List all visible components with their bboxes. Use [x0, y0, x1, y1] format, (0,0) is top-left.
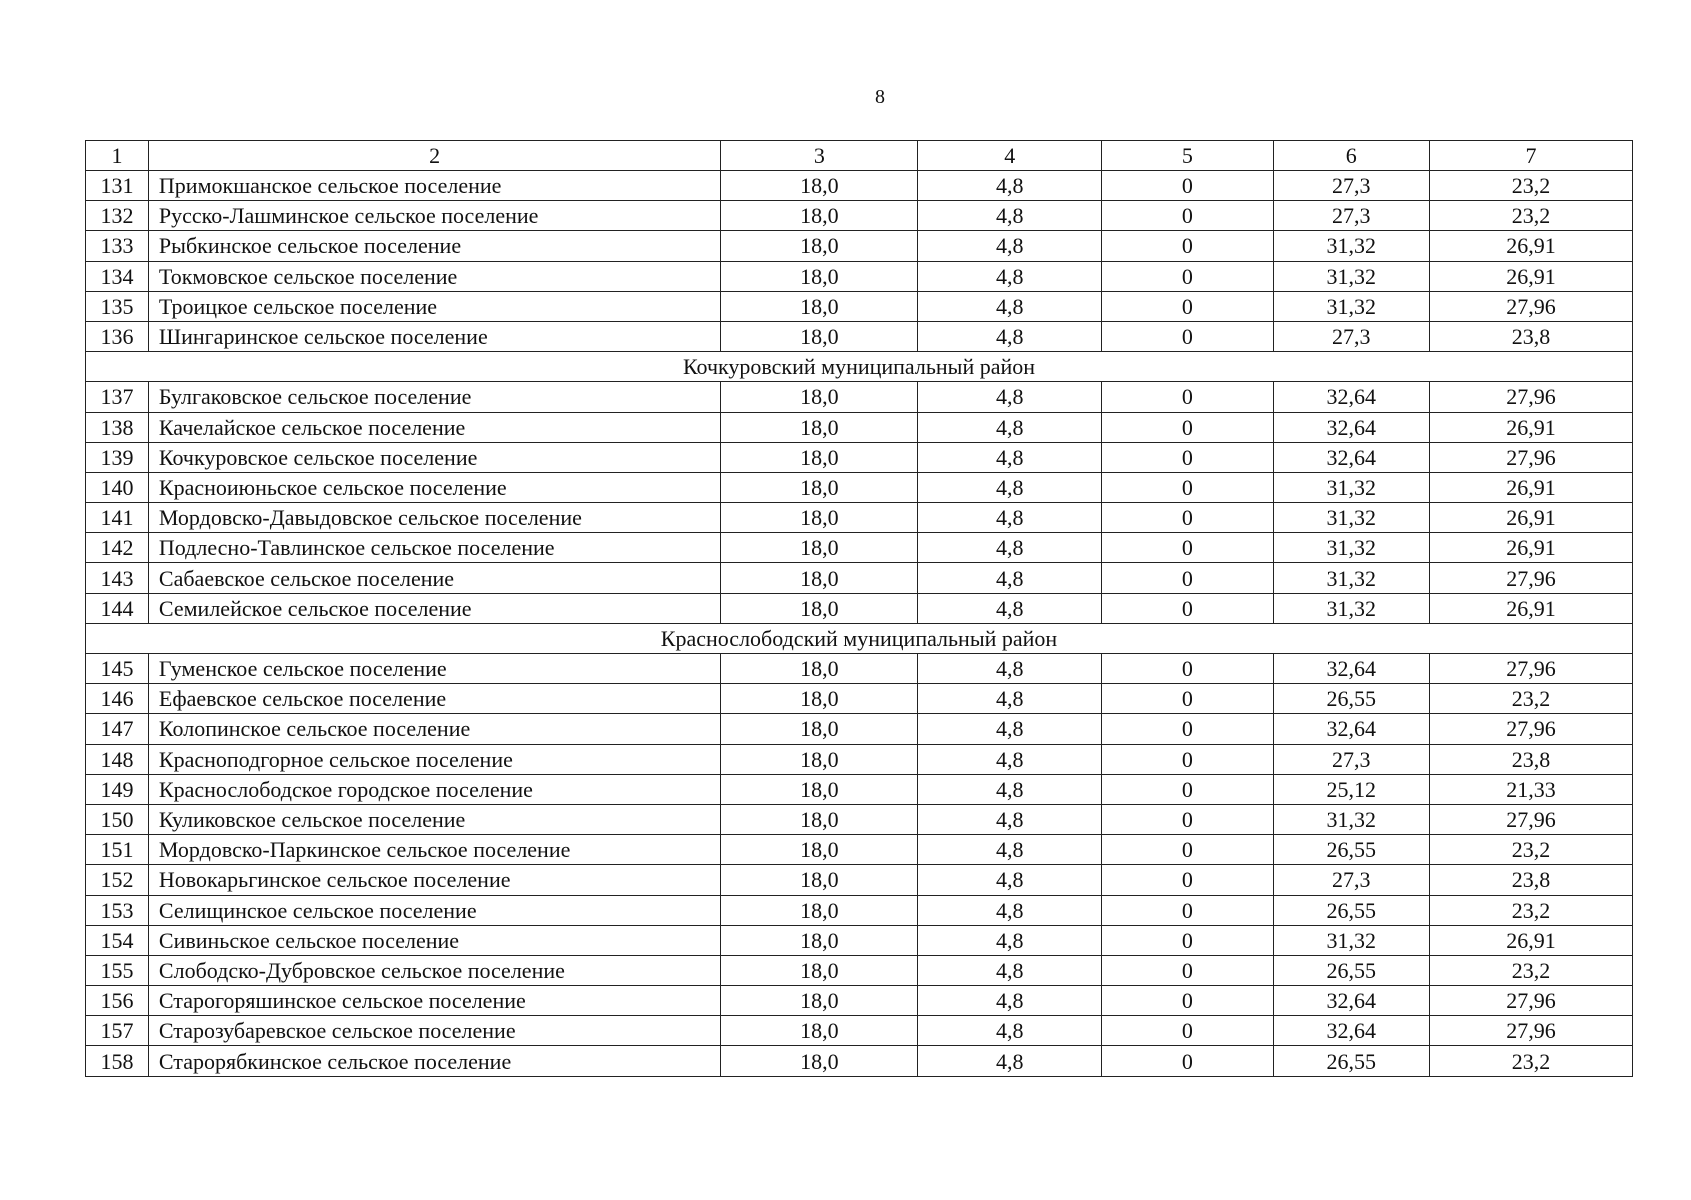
value-cell-col4: 4,8 [918, 835, 1102, 865]
value-cell-col3: 18,0 [721, 201, 918, 231]
table-row [86, 563, 1633, 593]
value-cell-col3: 18,0 [721, 412, 918, 442]
row-number-cell: 133 [86, 231, 149, 261]
district-title: Кочкуровский муниципальный район [86, 352, 1633, 382]
row-number-cell: 158 [86, 1046, 149, 1076]
value-cell-col6: 26,55 [1273, 1046, 1429, 1076]
value-cell-col3: 18,0 [721, 804, 918, 834]
value-cell-col4: 4,8 [918, 412, 1102, 442]
value-cell-col3: 18,0 [721, 231, 918, 261]
settlement-name-cell: Старозубаревское сельское поселение [148, 1016, 721, 1046]
value-cell-col7: 23,8 [1429, 744, 1632, 774]
row-number-cell: 146 [86, 684, 149, 714]
value-cell-col3: 18,0 [721, 171, 918, 201]
column-header: 6 [1273, 141, 1429, 171]
settlement-name-cell: Старогоряшинское сельское поселение [148, 986, 721, 1016]
value-cell-col4: 4,8 [918, 201, 1102, 231]
value-cell-col6: 31,32 [1273, 804, 1429, 834]
value-cell-col5: 0 [1102, 654, 1274, 684]
table-row [86, 865, 1633, 895]
value-cell-col5: 0 [1102, 955, 1274, 985]
value-cell-col4: 4,8 [918, 533, 1102, 563]
table-body [86, 171, 1633, 1077]
value-cell-col7: 23,2 [1429, 201, 1632, 231]
value-cell-col6: 31,32 [1273, 472, 1429, 502]
value-cell-col5: 0 [1102, 925, 1274, 955]
column-header: 7 [1429, 141, 1632, 171]
value-cell-col4: 4,8 [918, 231, 1102, 261]
value-cell-col5: 0 [1102, 774, 1274, 804]
row-number-cell: 156 [86, 986, 149, 1016]
value-cell-col7: 27,96 [1429, 291, 1632, 321]
value-cell-col7: 26,91 [1429, 412, 1632, 442]
value-cell-col4: 4,8 [918, 503, 1102, 533]
column-header: 1 [86, 141, 149, 171]
column-header: 4 [918, 141, 1102, 171]
settlement-name-cell: Троицкое сельское поселение [148, 291, 721, 321]
row-number-cell: 140 [86, 472, 149, 502]
table-row [86, 291, 1633, 321]
value-cell-col6: 31,32 [1273, 563, 1429, 593]
value-cell-col6: 31,32 [1273, 533, 1429, 563]
column-header: 2 [148, 141, 721, 171]
table-row [86, 472, 1633, 502]
value-cell-col6: 27,3 [1273, 321, 1429, 351]
value-cell-col5: 0 [1102, 412, 1274, 442]
value-cell-col7: 23,2 [1429, 171, 1632, 201]
table-row [86, 533, 1633, 563]
value-cell-col3: 18,0 [721, 503, 918, 533]
value-cell-col7: 23,2 [1429, 955, 1632, 985]
table-row [86, 804, 1633, 834]
data-table-container [85, 140, 1633, 1077]
row-number-cell: 131 [86, 171, 149, 201]
table-row [86, 684, 1633, 714]
value-cell-col3: 18,0 [721, 321, 918, 351]
row-number-cell: 145 [86, 654, 149, 684]
value-cell-col3: 18,0 [721, 955, 918, 985]
value-cell-col4: 4,8 [918, 714, 1102, 744]
value-cell-col7: 26,91 [1429, 593, 1632, 623]
value-cell-col5: 0 [1102, 1016, 1274, 1046]
value-cell-col7: 23,2 [1429, 684, 1632, 714]
table-row [86, 895, 1633, 925]
value-cell-col3: 18,0 [721, 1016, 918, 1046]
row-number-cell: 134 [86, 261, 149, 291]
value-cell-col7: 26,91 [1429, 231, 1632, 261]
row-number-cell: 132 [86, 201, 149, 231]
value-cell-col5: 0 [1102, 442, 1274, 472]
row-number-cell: 138 [86, 412, 149, 442]
value-cell-col6: 26,55 [1273, 835, 1429, 865]
value-cell-col7: 26,91 [1429, 925, 1632, 955]
value-cell-col4: 4,8 [918, 804, 1102, 834]
value-cell-col5: 0 [1102, 382, 1274, 412]
value-cell-col6: 27,3 [1273, 171, 1429, 201]
value-cell-col5: 0 [1102, 804, 1274, 834]
value-cell-col5: 0 [1102, 171, 1274, 201]
value-cell-col3: 18,0 [721, 654, 918, 684]
value-cell-col4: 4,8 [918, 925, 1102, 955]
value-cell-col6: 25,12 [1273, 774, 1429, 804]
value-cell-col3: 18,0 [721, 895, 918, 925]
settlement-name-cell: Токмовское сельское поселение [148, 261, 721, 291]
table-row [86, 1016, 1633, 1046]
table-row [86, 986, 1633, 1016]
settlement-name-cell: Булгаковское сельское поселение [148, 382, 721, 412]
value-cell-col3: 18,0 [721, 442, 918, 472]
value-cell-col3: 18,0 [721, 563, 918, 593]
settlement-name-cell: Старорябкинское сельское поселение [148, 1046, 721, 1076]
value-cell-col6: 27,3 [1273, 744, 1429, 774]
value-cell-col4: 4,8 [918, 261, 1102, 291]
settlement-name-cell: Колопинское сельское поселение [148, 714, 721, 744]
value-cell-col6: 26,55 [1273, 895, 1429, 925]
settlement-name-cell: Красноиюньское сельское поселение [148, 472, 721, 502]
value-cell-col6: 31,32 [1273, 291, 1429, 321]
value-cell-col7: 27,96 [1429, 804, 1632, 834]
value-cell-col6: 32,64 [1273, 1016, 1429, 1046]
table-row [86, 231, 1633, 261]
value-cell-col3: 18,0 [721, 684, 918, 714]
value-cell-col3: 18,0 [721, 835, 918, 865]
table-row [86, 442, 1633, 472]
settlement-name-cell: Мордовско-Давыдовское сельское поселение [148, 503, 721, 533]
value-cell-col6: 31,32 [1273, 503, 1429, 533]
value-cell-col4: 4,8 [918, 291, 1102, 321]
value-cell-col7: 23,2 [1429, 1046, 1632, 1076]
page-number: 8 [875, 86, 885, 108]
value-cell-col4: 4,8 [918, 593, 1102, 623]
value-cell-col5: 0 [1102, 291, 1274, 321]
settlement-name-cell: Сабаевское сельское поселение [148, 563, 721, 593]
row-number-cell: 149 [86, 774, 149, 804]
value-cell-col6: 32,64 [1273, 986, 1429, 1016]
value-cell-col5: 0 [1102, 472, 1274, 502]
value-cell-col4: 4,8 [918, 774, 1102, 804]
value-cell-col3: 18,0 [721, 472, 918, 502]
row-number-cell: 143 [86, 563, 149, 593]
value-cell-col4: 4,8 [918, 865, 1102, 895]
value-cell-col3: 18,0 [721, 593, 918, 623]
value-cell-col3: 18,0 [721, 382, 918, 412]
value-cell-col4: 4,8 [918, 442, 1102, 472]
value-cell-col5: 0 [1102, 986, 1274, 1016]
value-cell-col3: 18,0 [721, 714, 918, 744]
row-number-cell: 151 [86, 835, 149, 865]
table-row [86, 714, 1633, 744]
value-cell-col6: 32,64 [1273, 442, 1429, 472]
value-cell-col5: 0 [1102, 714, 1274, 744]
settlement-name-cell: Подлесно-Тавлинское сельское поселение [148, 533, 721, 563]
value-cell-col5: 0 [1102, 684, 1274, 714]
value-cell-col7: 27,96 [1429, 442, 1632, 472]
row-number-cell: 144 [86, 593, 149, 623]
table-row [86, 261, 1633, 291]
settlement-name-cell: Примокшанское сельское поселение [148, 171, 721, 201]
table-row [86, 744, 1633, 774]
settlement-name-cell: Качелайское сельское поселение [148, 412, 721, 442]
value-cell-col4: 4,8 [918, 895, 1102, 925]
settlement-name-cell: Мордовско-Паркинское сельское поселение [148, 835, 721, 865]
table-row [86, 412, 1633, 442]
value-cell-col5: 0 [1102, 261, 1274, 291]
value-cell-col6: 31,32 [1273, 261, 1429, 291]
value-cell-col7: 26,91 [1429, 472, 1632, 502]
settlement-name-cell: Ефаевское сельское поселение [148, 684, 721, 714]
value-cell-col7: 27,96 [1429, 986, 1632, 1016]
value-cell-col4: 4,8 [918, 563, 1102, 593]
settlement-name-cell: Сивиньское сельское поселение [148, 925, 721, 955]
value-cell-col7: 26,91 [1429, 503, 1632, 533]
settlement-name-cell: Рыбкинское сельское поселение [148, 231, 721, 261]
value-cell-col5: 0 [1102, 563, 1274, 593]
value-cell-col5: 0 [1102, 201, 1274, 231]
value-cell-col7: 27,96 [1429, 714, 1632, 744]
table-row [86, 925, 1633, 955]
row-number-cell: 141 [86, 503, 149, 533]
settlement-name-cell: Куликовское сельское поселение [148, 804, 721, 834]
row-number-cell: 154 [86, 925, 149, 955]
value-cell-col4: 4,8 [918, 744, 1102, 774]
row-number-cell: 147 [86, 714, 149, 744]
table-row [86, 171, 1633, 201]
row-number-cell: 136 [86, 321, 149, 351]
value-cell-col7: 27,96 [1429, 1016, 1632, 1046]
table-header-row [86, 141, 1633, 171]
table-row [86, 654, 1633, 684]
row-number-cell: 142 [86, 533, 149, 563]
table-row [86, 321, 1633, 351]
value-cell-col4: 4,8 [918, 321, 1102, 351]
value-cell-col7: 27,96 [1429, 382, 1632, 412]
row-number-cell: 137 [86, 382, 149, 412]
value-cell-col3: 18,0 [721, 925, 918, 955]
settlement-name-cell: Слободско-Дубровское сельское поселение [148, 955, 721, 985]
value-cell-col6: 32,64 [1273, 714, 1429, 744]
value-cell-col5: 0 [1102, 865, 1274, 895]
value-cell-col3: 18,0 [721, 744, 918, 774]
value-cell-col5: 0 [1102, 835, 1274, 865]
value-cell-col7: 23,2 [1429, 895, 1632, 925]
value-cell-col4: 4,8 [918, 1046, 1102, 1076]
district-section-row [86, 623, 1633, 653]
value-cell-col7: 26,91 [1429, 533, 1632, 563]
settlement-name-cell: Красноподгорное сельское поселение [148, 744, 721, 774]
row-number-cell: 152 [86, 865, 149, 895]
district-section-row [86, 352, 1633, 382]
value-cell-col6: 27,3 [1273, 865, 1429, 895]
value-cell-col5: 0 [1102, 1046, 1274, 1076]
table-row [86, 382, 1633, 412]
settlement-name-cell: Краснослободское городское поселение [148, 774, 721, 804]
district-title: Краснослободский муниципальный район [86, 623, 1633, 653]
value-cell-col5: 0 [1102, 895, 1274, 925]
value-cell-col3: 18,0 [721, 291, 918, 321]
table-row [86, 774, 1633, 804]
table-row [86, 1046, 1633, 1076]
data-table [85, 140, 1633, 1077]
value-cell-col4: 4,8 [918, 382, 1102, 412]
value-cell-col6: 32,64 [1273, 654, 1429, 684]
row-number-cell: 155 [86, 955, 149, 985]
value-cell-col6: 26,55 [1273, 684, 1429, 714]
value-cell-col4: 4,8 [918, 171, 1102, 201]
value-cell-col6: 27,3 [1273, 201, 1429, 231]
table-row [86, 593, 1633, 623]
value-cell-col3: 18,0 [721, 986, 918, 1016]
settlement-name-cell: Кочкуровское сельское поселение [148, 442, 721, 472]
value-cell-col3: 18,0 [721, 533, 918, 563]
settlement-name-cell: Семилейское сельское поселение [148, 593, 721, 623]
value-cell-col4: 4,8 [918, 654, 1102, 684]
settlement-name-cell: Селищинское сельское поселение [148, 895, 721, 925]
value-cell-col6: 31,32 [1273, 231, 1429, 261]
column-header: 5 [1102, 141, 1274, 171]
value-cell-col3: 18,0 [721, 261, 918, 291]
settlement-name-cell: Новокарьгинское сельское поселение [148, 865, 721, 895]
row-number-cell: 135 [86, 291, 149, 321]
value-cell-col5: 0 [1102, 231, 1274, 261]
value-cell-col4: 4,8 [918, 1016, 1102, 1046]
value-cell-col6: 31,32 [1273, 593, 1429, 623]
value-cell-col6: 32,64 [1273, 412, 1429, 442]
row-number-cell: 153 [86, 895, 149, 925]
value-cell-col7: 27,96 [1429, 654, 1632, 684]
value-cell-col4: 4,8 [918, 472, 1102, 502]
value-cell-col7: 23,8 [1429, 865, 1632, 895]
value-cell-col6: 32,64 [1273, 382, 1429, 412]
row-number-cell: 157 [86, 1016, 149, 1046]
table-row [86, 835, 1633, 865]
value-cell-col4: 4,8 [918, 955, 1102, 985]
table-row [86, 955, 1633, 985]
row-number-cell: 139 [86, 442, 149, 472]
value-cell-col5: 0 [1102, 321, 1274, 351]
row-number-cell: 148 [86, 744, 149, 774]
value-cell-col5: 0 [1102, 503, 1274, 533]
value-cell-col3: 18,0 [721, 774, 918, 804]
row-number-cell: 150 [86, 804, 149, 834]
value-cell-col7: 23,2 [1429, 835, 1632, 865]
table-row [86, 503, 1633, 533]
settlement-name-cell: Гуменское сельское поселение [148, 654, 721, 684]
value-cell-col6: 31,32 [1273, 925, 1429, 955]
value-cell-col4: 4,8 [918, 684, 1102, 714]
table-row [86, 201, 1633, 231]
value-cell-col4: 4,8 [918, 986, 1102, 1016]
value-cell-col7: 26,91 [1429, 261, 1632, 291]
value-cell-col5: 0 [1102, 593, 1274, 623]
settlement-name-cell: Шингаринское сельское поселение [148, 321, 721, 351]
value-cell-col7: 27,96 [1429, 563, 1632, 593]
value-cell-col5: 0 [1102, 744, 1274, 774]
value-cell-col6: 26,55 [1273, 955, 1429, 985]
value-cell-col5: 0 [1102, 533, 1274, 563]
value-cell-col7: 21,33 [1429, 774, 1632, 804]
settlement-name-cell: Русско-Лашминское сельское поселение [148, 201, 721, 231]
value-cell-col3: 18,0 [721, 865, 918, 895]
value-cell-col7: 23,8 [1429, 321, 1632, 351]
column-header: 3 [721, 141, 918, 171]
value-cell-col3: 18,0 [721, 1046, 918, 1076]
